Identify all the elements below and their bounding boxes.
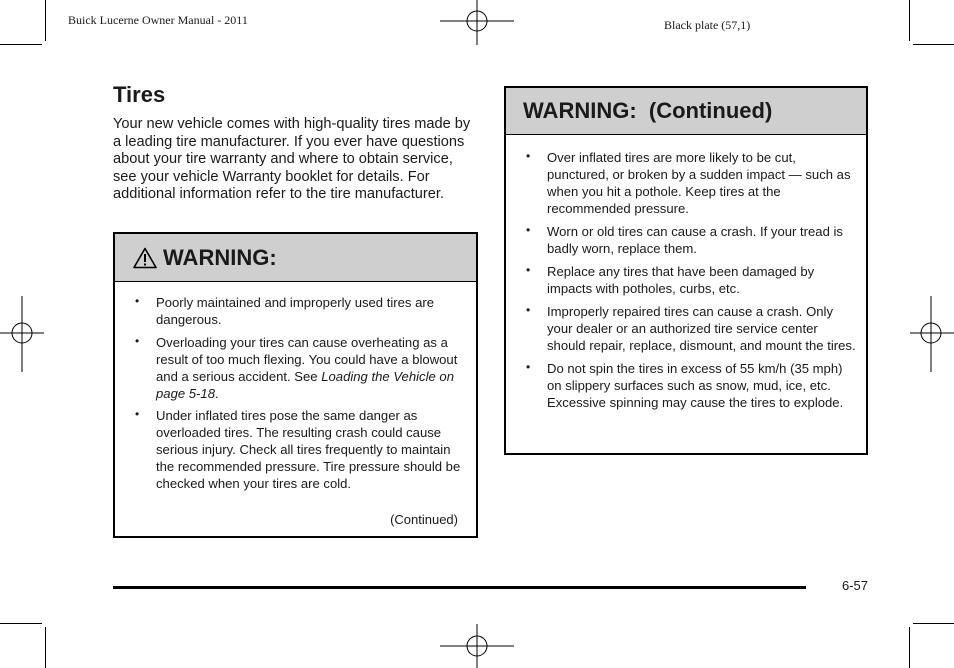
crop-mark bbox=[0, 44, 42, 45]
list-item-text: Overloading your tires can cause overheating as a result of too much flexing. You could have a blowout and a serious accident. See bbox=[156, 334, 458, 384]
list-item-text: Under inflated tires pose the same danger as overloaded tires. The resulting crash could cause serious injury. Check all tires frequently to maintain the recommended pressure. Tire pressure should be checked when your tires are cold. bbox=[156, 408, 461, 492]
continued-label: (Continued) bbox=[390, 512, 458, 527]
registration-mark-icon bbox=[910, 296, 954, 372]
warning-box bbox=[113, 232, 478, 538]
list-item bbox=[526, 150, 856, 218]
list-item-text: Replace any tires that have been damaged by impacts with potholes, curbs, etc. bbox=[547, 263, 815, 296]
cross-reference: Loading the Vehicle on page 5-18 bbox=[156, 368, 454, 401]
bullet: • bbox=[135, 294, 140, 308]
bullet: • bbox=[135, 333, 140, 348]
warning-header bbox=[115, 234, 476, 282]
list-item bbox=[526, 264, 856, 298]
crop-mark bbox=[913, 623, 954, 624]
plate-label: Black plate (57,1) bbox=[664, 18, 751, 32]
registration-mark-icon bbox=[0, 296, 44, 372]
page-number: 6-57 bbox=[842, 578, 869, 593]
page-title: Tires bbox=[113, 82, 166, 107]
warning-heading: WARNING: (Continued) bbox=[523, 98, 773, 123]
list-item bbox=[135, 295, 465, 329]
list-item-text: Over inflated tires are more likely to be cut, punctured, or broken by a sudden impact — such as when you hit a pothole. Keep tires at the recommended pressure. bbox=[547, 150, 851, 216]
warning-header bbox=[506, 88, 866, 135]
warning-list bbox=[135, 295, 465, 499]
list-item-text: Do not spin the tires in excess of 55 km/h (35 mph) on slippery surfaces such as snow, mud, ice, etc. Excessive spinning may cause the tires to explode. bbox=[547, 360, 844, 410]
list-item-text: Poorly maintained and improperly used tires are dangerous. bbox=[156, 295, 435, 327]
manual-title: Buick Lucerne Owner Manual - 2011 bbox=[68, 13, 248, 27]
list-item-text-tail: . bbox=[214, 385, 219, 401]
bullet: • bbox=[526, 359, 531, 374]
warning-triangle-icon bbox=[133, 247, 157, 269]
crop-mark bbox=[909, 627, 910, 668]
crop-mark bbox=[45, 627, 46, 668]
warning-heading: WARNING: bbox=[163, 244, 277, 270]
list-item bbox=[526, 361, 856, 412]
crop-mark bbox=[45, 0, 46, 41]
registration-mark-icon bbox=[437, 624, 517, 668]
crop-mark bbox=[909, 0, 910, 41]
bullet: • bbox=[526, 149, 531, 163]
list-item bbox=[526, 224, 856, 258]
footer-rule bbox=[113, 586, 806, 589]
list-item bbox=[135, 408, 465, 493]
list-item-text: Improperly repaired tires can cause a crash. Only your dealer or an authorized tire service center should repair, replace, dismount, and mount the tires. bbox=[547, 303, 856, 353]
bullet: • bbox=[135, 407, 140, 422]
bullet: • bbox=[526, 262, 531, 277]
intro-paragraph: Your new vehicle comes with high-quality tires made by a leading tire manufacturer. If you ever have questions about your tire warranty and where to obtain service, see your vehicle Warranty booklet for details. For additional information refer to the tire manufacturer. bbox=[113, 116, 471, 203]
list-item-text: Worn or old tires can cause a crash. If your tread is badly worn, replace them. bbox=[547, 223, 843, 256]
crop-mark bbox=[0, 623, 42, 624]
registration-mark-icon bbox=[437, 0, 517, 45]
warning-continued-box bbox=[504, 86, 868, 455]
list-item bbox=[526, 304, 856, 355]
warning-list bbox=[526, 150, 856, 418]
bullet: • bbox=[526, 222, 531, 237]
list-item bbox=[135, 335, 465, 403]
crop-mark bbox=[913, 44, 954, 45]
bullet: • bbox=[526, 302, 531, 317]
